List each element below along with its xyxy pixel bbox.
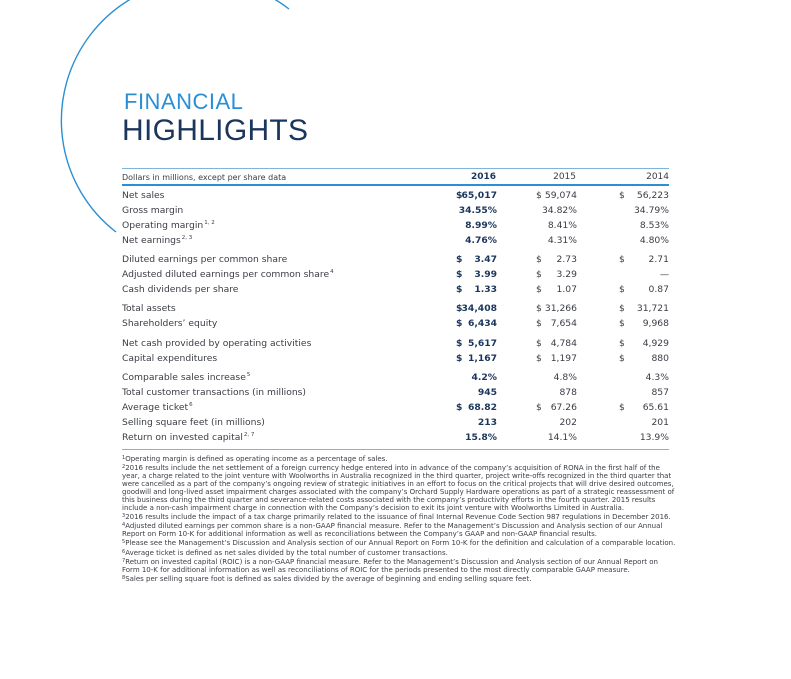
currency-symbol: $ xyxy=(619,318,625,329)
value-2016: 1.33 xyxy=(474,284,497,295)
footnote: $^5$Please see the Management’s Discussion and Analysis section of our Annual Report on Form 10-K for the definition and calculation of a comparable location. xyxy=(122,539,676,548)
value-2016: 34,408 xyxy=(461,303,497,314)
row-label: Cash dividends per share xyxy=(122,284,239,295)
table-row xyxy=(122,205,669,218)
value-2014: 9,968 xyxy=(642,318,669,329)
value-2014: 4.3% xyxy=(645,372,669,383)
currency-symbol: $ xyxy=(536,269,542,280)
footnote-ref: 5 xyxy=(246,372,251,378)
row-label: Net cash provided by operating activities xyxy=(122,338,312,349)
value-2015: 1.07 xyxy=(556,284,577,295)
row-label: Capital expenditures xyxy=(122,353,218,364)
footnote: $^3$2016 results include the impact of a tax charge primarily related to the issuance of final Internal Revenue Code Section 987 regulations in December 2016. xyxy=(122,513,671,522)
value-2015: 878 xyxy=(559,387,577,398)
row-label: Selling square feet (in millions) xyxy=(122,417,265,428)
table-row xyxy=(122,338,669,351)
value-2016: 945 xyxy=(477,387,497,398)
value-2015: 1,197 xyxy=(550,353,577,364)
currency-symbol: $ xyxy=(536,338,542,349)
row-label: Total assets xyxy=(122,303,176,314)
row-label: Gross margin xyxy=(122,205,184,216)
table-row xyxy=(122,269,669,282)
value-2015: 4.8% xyxy=(553,372,577,383)
table-row xyxy=(122,235,669,248)
currency-symbol: $ xyxy=(536,402,542,413)
value-2014: 857 xyxy=(651,387,669,398)
currency-symbol: $ xyxy=(619,284,625,295)
table-row xyxy=(122,190,669,203)
value-2015: 3.29 xyxy=(556,269,577,280)
value-2015: 4,784 xyxy=(550,338,577,349)
table-row xyxy=(122,417,669,430)
value-2014: 2.71 xyxy=(648,254,669,265)
value-2015: 8.41% xyxy=(547,220,577,231)
value-2016: 34.55% xyxy=(458,205,497,216)
table-row xyxy=(122,220,669,233)
footnote: $^1$Operating margin is defined as operating income as a percentage of sales. xyxy=(122,455,388,463)
row-label: Average ticket$^6$ xyxy=(122,402,193,413)
row-label: Net sales xyxy=(122,190,165,201)
value-2016: 1,167 xyxy=(467,353,497,364)
currency-symbol: $ xyxy=(536,353,542,364)
value-2014: 0.87 xyxy=(648,284,669,295)
currency-symbol: $ xyxy=(536,284,542,295)
table-row xyxy=(122,387,669,400)
currency-symbol: $ xyxy=(619,254,625,265)
value-2015: 2.73 xyxy=(556,254,577,265)
currency-symbol: $ xyxy=(456,338,463,349)
table-row xyxy=(122,318,669,331)
currency-symbol: $ xyxy=(456,402,463,413)
value-2015: 67.26 xyxy=(550,402,577,413)
row-label: Total customer transactions (in millions) xyxy=(122,387,307,398)
value-2014: 56,223 xyxy=(636,190,669,201)
footnote: $^6$Average ticket is defined as net sales divided by the total number of customer transactions. xyxy=(122,548,448,557)
value-2016: 213 xyxy=(477,417,497,428)
currency-symbol: $ xyxy=(619,402,625,413)
footnote: $^2$2016 results include the net settlement of a foreign currency hedge entered into in advance of the company’s acquisition of RONA in the first half of the year, a charge related to the joint venture with Woolworths in Australia recognized in the third quarter, project write-offs recognized in the third quarter that were cancelled as a part of the company’s ongoing review of strategic initiatives in an effort to focus on the critical projects that will drive desired outcomes, goodwill and long-lived asset impairment charges associated with the company’s Orchard Supply Hardware operations as part of a strategic reassessment of this business during the third quarter and severance-related costs associated with the company’s productivity efforts in the fourth quarter. 2015 results include a non-cash impairment charge in connection with the Company’s decision to exit its joint venture with Woolworths Limited in Australia. xyxy=(122,464,675,513)
value-2016: 3.47 xyxy=(474,254,497,265)
value-2016: 5,617 xyxy=(467,338,497,349)
currency-symbol: $ xyxy=(536,303,542,314)
value-2014: 31,721 xyxy=(636,303,669,314)
currency-symbol: $ xyxy=(456,254,463,265)
value-2015: 31,266 xyxy=(544,303,577,314)
currency-symbol: $ xyxy=(619,303,625,314)
footnote: $^4$Adjusted diluted earnings per common share is a non-GAAP financial measure. Refer to the Management’s Discussion and Analysis section of our Annual Report on Form 10-K for additional information as well as reconciliations between the Company’s GAAP and non-GAAP financial results. xyxy=(122,522,663,539)
row-label: Shareholders’ equity xyxy=(122,318,218,329)
value-2014: 8.53% xyxy=(639,220,669,231)
row-label: Net earnings$^{2, 3}$ xyxy=(122,235,193,246)
currency-symbol: $ xyxy=(536,318,542,329)
currency-symbol: $ xyxy=(456,353,463,364)
value-2015: 14.1% xyxy=(547,432,577,443)
footnote-ref: 2, 7 xyxy=(243,432,255,438)
table-top-rule xyxy=(122,168,669,169)
currency-symbol: $ xyxy=(619,338,625,349)
value-2014: 13.9% xyxy=(639,432,669,443)
row-label: Comparable sales increase$^5$ xyxy=(122,372,251,383)
value-2016: 4.2% xyxy=(471,372,497,383)
value-2015: 202 xyxy=(559,417,577,428)
table-row xyxy=(122,432,669,445)
value-2016: 68.82 xyxy=(467,402,497,413)
footnote-ref: 1, 2 xyxy=(204,220,215,226)
currency-symbol: $ xyxy=(456,284,463,295)
table-row xyxy=(122,372,669,385)
currency-symbol: $ xyxy=(456,269,463,280)
value-2016: 6,434 xyxy=(467,318,497,329)
currency-symbol: $ xyxy=(456,318,463,329)
currency-symbol: $ xyxy=(536,254,542,265)
table-row xyxy=(122,402,669,415)
value-2016: 8.99% xyxy=(465,220,497,231)
value-2014: 4,929 xyxy=(642,338,669,349)
year-2015: 2015 xyxy=(553,172,576,182)
currency-symbol: $ xyxy=(456,190,463,201)
row-label: Operating margin$^{1, 2}$ xyxy=(122,220,215,231)
value-2015: 34.82% xyxy=(541,205,577,216)
table-header-label: Dollars in millions, except per share data xyxy=(122,173,287,182)
value-2016: 15.8% xyxy=(465,432,497,443)
row-label: Diluted earnings per common share xyxy=(122,254,288,265)
footnote-ref: 2, 3 xyxy=(181,235,193,241)
table-row xyxy=(122,284,669,297)
value-2016: 3.99 xyxy=(474,269,497,280)
row-label: Adjusted diluted earnings per common share$^4$ xyxy=(122,269,334,280)
year-2016: 2016 xyxy=(470,172,496,182)
year-2014: 2014 xyxy=(646,172,669,182)
value-2014: — xyxy=(659,269,669,280)
value-2014: 201 xyxy=(651,417,669,428)
title-highlights: HIGHLIGHTS xyxy=(122,114,309,147)
currency-symbol: $ xyxy=(619,353,625,364)
currency-symbol: $ xyxy=(456,303,463,314)
currency-symbol: $ xyxy=(536,190,542,201)
currency-symbol: $ xyxy=(619,190,625,201)
value-2014: 880 xyxy=(651,353,669,364)
row-label: Return on invested capital$^{2, 7}$ xyxy=(122,432,255,443)
table-row xyxy=(122,303,669,316)
table-bottom-rule xyxy=(122,449,669,450)
value-2016: 4.76% xyxy=(465,235,497,246)
footnote: $^8$Sales per selling square foot is defined as sales divided by the average of beginning and ending selling square feet. xyxy=(122,574,532,583)
footnote: $^7$Return on invested capital (ROIC) is a non-GAAP financial measure. Refer to the Management’s Discussion and Analysis section of our Annual Report on Form 10-K for additional information as well as reconciliations of ROIC for the periods presented to the most directly comparable GAAP measure. xyxy=(122,557,658,574)
footnotes xyxy=(122,454,677,583)
value-2016: 65,017 xyxy=(461,190,497,201)
value-2014: 34.79% xyxy=(633,205,669,216)
title-financial: FINANCIAL xyxy=(124,89,244,114)
table-row xyxy=(122,353,669,366)
value-2014: 65.61 xyxy=(642,402,669,413)
value-2015: 4.31% xyxy=(547,235,577,246)
value-2015: 59,074 xyxy=(544,190,577,201)
value-2015: 7,654 xyxy=(550,318,577,329)
footnote-ref: 4 xyxy=(330,269,334,275)
value-2014: 4.80% xyxy=(639,235,669,246)
footnote-ref: 6 xyxy=(189,402,193,408)
table-row xyxy=(122,254,669,267)
table-header-rule xyxy=(122,184,669,186)
